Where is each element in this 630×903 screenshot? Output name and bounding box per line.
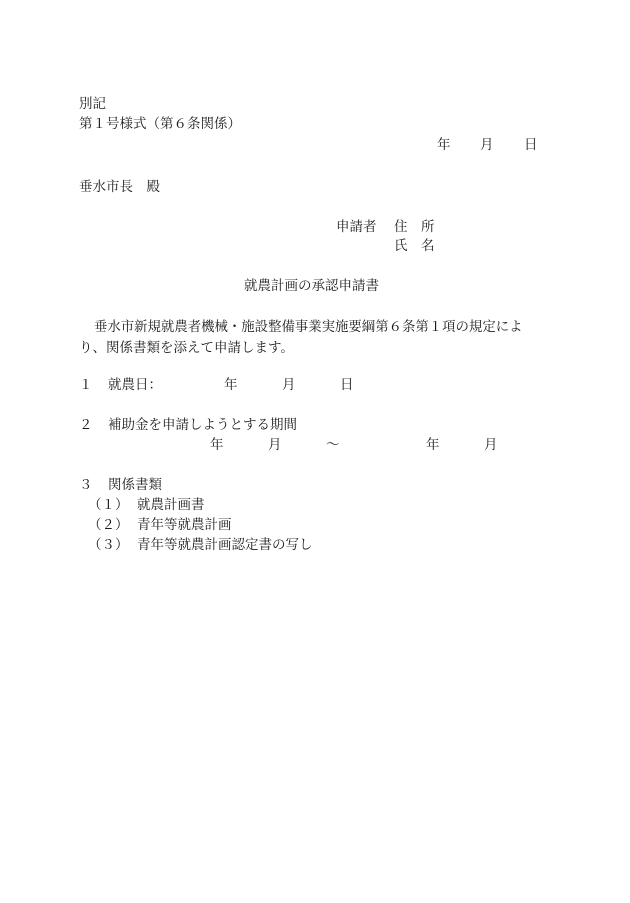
item-2-tilde: ～ [326, 437, 340, 453]
date-month: 月 [480, 137, 494, 153]
doc-2-text: 青年等就農計画 [137, 517, 232, 533]
item-3-label: 関係書類 [108, 477, 162, 493]
doc-1-number: （１） [88, 497, 129, 513]
doc-2-number: （２） [88, 517, 129, 533]
annex-note: 別記 [79, 96, 106, 112]
body-line-2: り、関係書類を添えて申請します。 [79, 340, 294, 356]
applicant-address-label: 住 所 [394, 219, 435, 235]
item-2-end-month: 月 [484, 437, 498, 453]
item-1-label: 就農日： [108, 377, 162, 393]
addressee: 垂水市長 殿 [79, 179, 160, 195]
date-year: 年 [437, 137, 451, 153]
body-line-1: 垂水市新規就農者機械・施設整備事業実施要綱第６条第１項の規定によ [94, 320, 523, 335]
item-2-start-year: 年 [210, 437, 224, 453]
doc-1-text: 就農計画書 [137, 497, 205, 513]
item-2-start-month: 月 [268, 437, 282, 453]
applicant-name-label: 氏 名 [394, 238, 435, 254]
item-2-end-year: 年 [426, 437, 440, 453]
doc-3-text: 青年等就農計画認定書の写し [137, 537, 313, 553]
doc-3-number: （３） [88, 537, 129, 553]
item-1-year: 年 [224, 377, 238, 393]
item-2-number: ２ [79, 417, 93, 433]
item-1-number: １ [79, 377, 93, 393]
date-day: 日 [524, 137, 538, 153]
item-2-label: 補助金を申請しようとする期間 [108, 417, 297, 433]
item-3-number: ３ [79, 477, 93, 493]
form-number: 第１号様式（第６条関係） [79, 116, 241, 132]
item-1-day: 日 [340, 377, 354, 393]
applicant-label: 申請者 [336, 219, 377, 235]
item-1-month: 月 [282, 377, 296, 393]
document-title: 就農計画の承認申請書 [244, 278, 379, 294]
